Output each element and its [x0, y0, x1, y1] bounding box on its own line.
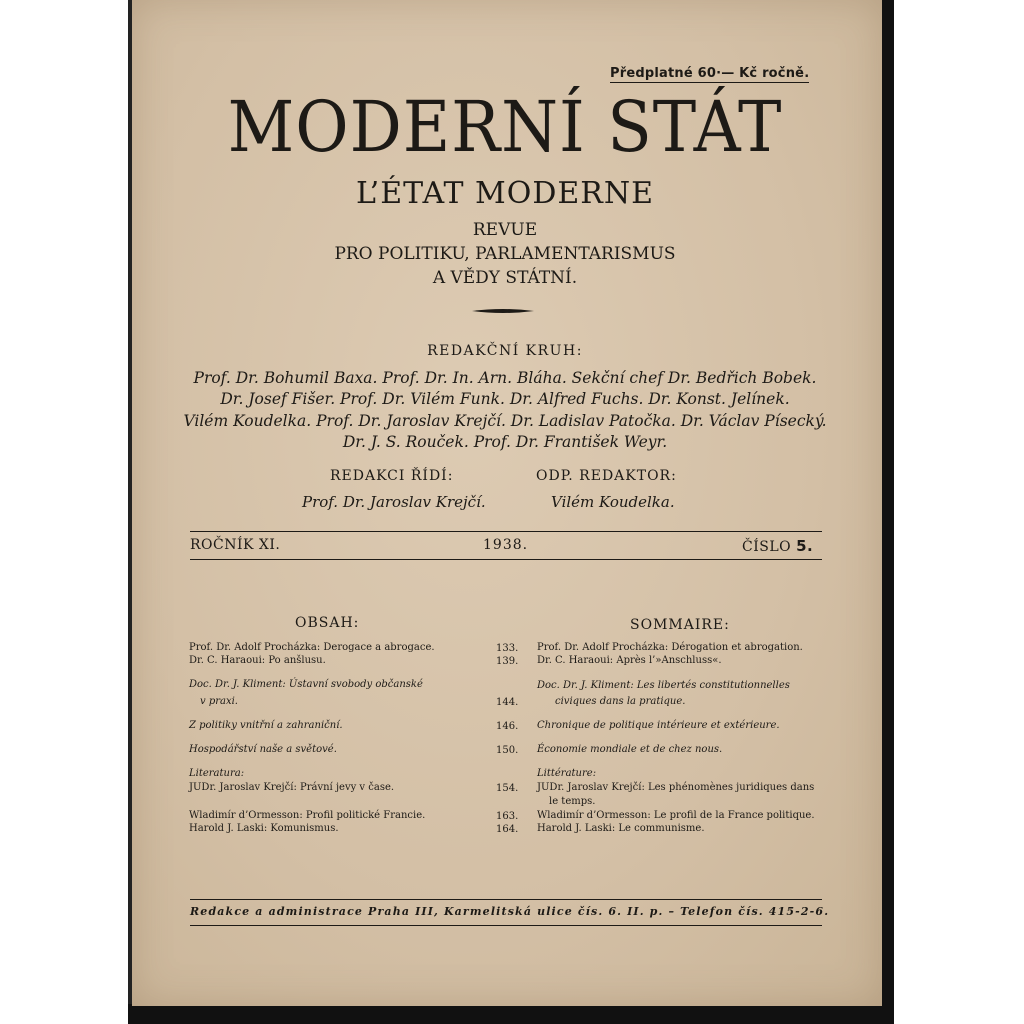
issue-number [742, 537, 813, 555]
ornament-divider [472, 308, 534, 312]
toc-entry-fr: Harold J. Laski: Le communisme. [537, 823, 705, 834]
editorial-board-line: Dr. Josef Fišer. Prof. Dr. Vilém Funk. Dr. Alfred Fuchs. Dr. Konst. Jelínek. [220, 390, 790, 408]
scan-edge-right [880, 0, 894, 1024]
toc-entry-cz: Hospodářství naše a světové. [189, 744, 337, 755]
contents-heading-czech: OBSAH: [295, 615, 360, 631]
revue-description-line1: PRO POLITIKU, PARLAMENTARISMUS [334, 244, 676, 264]
scan-edge-bottom [128, 1004, 894, 1024]
toc-page-number: 144. [496, 697, 519, 708]
issue-rule-bottom [190, 559, 822, 560]
toc-label-fr: Littérature: [537, 768, 597, 779]
editorial-board-line: Prof. Dr. Bohumil Baxa. Prof. Dr. In. Arn. Bláha. Sekční chef Dr. Bedřich Bobek. [193, 369, 817, 387]
toc-label-cz: Literatura: [189, 768, 245, 779]
issue-number-label: ČÍSLO [742, 539, 792, 555]
toc-entry-fr-cont: civiques dans la pratique. [555, 696, 686, 707]
toc-entry-fr: Dr. C. Haraoui: Après l’»Anschluss«. [537, 655, 722, 666]
toc-entry-cz: Harold J. Laski: Komunismus. [189, 823, 339, 834]
footer-rule-top [190, 899, 822, 900]
toc-page-number: 146. [496, 721, 519, 732]
issue-rule-top [190, 531, 822, 532]
volume-number: ROČNÍK XI. [190, 537, 281, 553]
toc-entry-fr: Chronique de politique intérieure et extérieure. [537, 720, 780, 731]
toc-entry-cz: JUDr. Jaroslav Krejčí: Právní jevy v čase. [189, 782, 395, 793]
toc-page-number: 154. [496, 783, 519, 794]
footer-rule-bottom [190, 925, 822, 926]
toc-page-number: 139. [496, 656, 519, 667]
toc-page-number: 163. [496, 811, 519, 822]
editorial-board-line: Dr. J. S. Rouček. Prof. Dr. František Weyr. [342, 433, 668, 451]
toc-entry-fr: Prof. Dr. Adolf Procházka: Dérogation et abrogation. [537, 642, 803, 653]
subscription-price: Předplatné 60·— Kč ročně. [610, 66, 810, 81]
toc-entry-cz: Z politiky vnitřní a zahraniční. [189, 720, 343, 731]
responsible-editor-label: ODP. REDAKTOR: [536, 468, 677, 484]
toc-entry-cz: Prof. Dr. Adolf Procházka: Derogace a abrogace. [189, 642, 435, 653]
magazine-subtitle-french: L’ÉTAT MODERNE [355, 176, 655, 211]
toc-entry-fr: Économie mondiale et de chez nous. [537, 744, 723, 755]
toc-entry-cz: Doc. Dr. J. Kliment: Ústavní svobody občanské [189, 679, 423, 690]
responsible-editor-name: Vilém Koudelka. [551, 493, 675, 511]
issue-year: 1938. [483, 537, 529, 553]
magazine-title: MODERNÍ STÁT [227, 86, 783, 168]
toc-entry-cz: Dr. C. Haraoui: Po anšlusu. [189, 655, 326, 666]
toc-page-number: 164. [496, 824, 519, 835]
toc-page-number: 150. [496, 745, 519, 756]
managing-editor-name: Prof. Dr. Jaroslav Krejčí. [302, 493, 486, 511]
revue-label: REVUE [472, 220, 538, 240]
publisher-address: Redakce a administrace Praha III, Karmelitská ulice čís. 6. II. p. – Telefon čís. 415-2-6. [190, 905, 830, 918]
toc-page-number: 133. [496, 643, 519, 654]
toc-entry-fr: Wladimír d’Ormesson: Le profil de la France politique. [537, 810, 815, 821]
toc-entry-cz: Wladimír d’Ormesson: Profil politické Francie. [189, 810, 426, 821]
toc-entry-fr: Doc. Dr. J. Kliment: Les libertés constitutionnelles [537, 680, 790, 691]
issue-number-value: 5. [796, 537, 814, 555]
toc-entry-fr-cont: le temps. [549, 796, 596, 807]
toc-entry-fr: JUDr. Jaroslav Krejčí: Les phénomènes juridiques dans [537, 782, 815, 793]
editorial-board-heading: REDAKČNÍ KRUH: [427, 343, 583, 359]
managing-editor-label: REDAKCI ŘÍDÍ: [330, 468, 454, 484]
revue-description-line2: A VĚDY STÁTNÍ. [432, 268, 578, 288]
contents-heading-french: SOMMAIRE: [630, 617, 730, 633]
editorial-board-line: Vilém Koudelka. Prof. Dr. Jaroslav Krejčí. Dr. Ladislav Patočka. Dr. Václav Písecký. [183, 412, 827, 430]
toc-entry-cz-cont: v praxi. [200, 696, 238, 707]
